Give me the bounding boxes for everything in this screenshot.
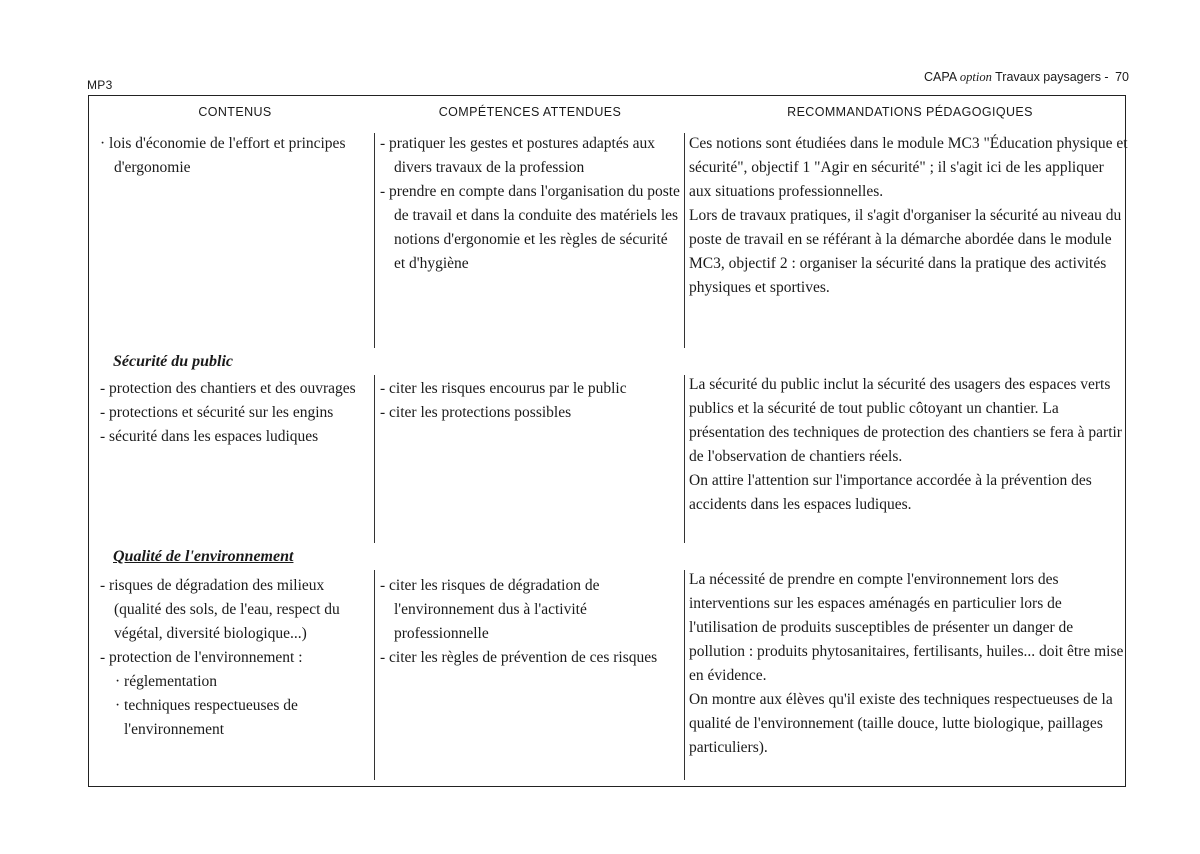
table-left-edge	[88, 95, 89, 787]
list-item: - citer les risques de dégradation de l'environnement dus à l'activité professionnelle	[380, 577, 600, 642]
paragraph: On montre aux élèves qu'il existe des techniques respectueuses de la qualité de l'environnement (taille douce, lutte biologique, paillages particuliers).	[689, 691, 1113, 756]
divider	[374, 375, 375, 543]
col-header-contenus: CONTENUS	[198, 105, 272, 119]
section-title-securite-public: Sécurité du public	[113, 353, 234, 370]
divider	[684, 133, 685, 348]
paragraph: La sécurité du public inclut la sécurité des usagers des espaces verts publics et la sécurité de tout public côtoyant un chantier. La présentation des techniques de protection des chantiers se fera à partir de l'observation de chantiers réels.	[689, 376, 1122, 465]
paragraph: On attire l'attention sur l'importance accordée à la prévention des accidents dans les espaces ludiques.	[689, 472, 1092, 513]
list-item: - protection de l'environnement :	[100, 649, 303, 666]
section-title-qualite-environnement: Qualité de l'environnement	[113, 548, 294, 565]
sub-list-item: · techniques respectueuses de l'environnement	[115, 697, 298, 738]
header-option: option	[959, 70, 992, 84]
list-item: - citer les règles de prévention de ces risques	[380, 649, 658, 666]
header-capa: CAPA	[924, 70, 957, 84]
list-item: - sécurité dans les espaces ludiques	[100, 428, 319, 445]
list-item: - protections et sécurité sur les engins	[100, 404, 334, 421]
row3-recommandations	[689, 568, 1129, 760]
sub-list-item: · réglementation	[115, 673, 217, 690]
list-item: - citer les protections possibles	[380, 404, 572, 421]
divider	[684, 570, 685, 780]
paragraph: Ces notions sont étudiées dans le module MC3 "Éducation physique et sécurité", objectif 1 "Agir en sécurité" ; il s'agit ici de les appliquer aux situations professionnelles.	[689, 135, 1128, 200]
list-item: - prendre en compte dans l'organisation du poste de travail et dans la conduite des matériels les notions d'ergonomie et les règles de sécurité et d'hygiène	[380, 183, 680, 272]
list-item: - citer les risques encourus par le public	[380, 380, 627, 397]
row1-competences	[380, 132, 680, 276]
divider	[684, 375, 685, 543]
bottom-rule	[88, 786, 1125, 787]
col-header-recommandations: RECOMMANDATIONS PÉDAGOGIQUES	[787, 105, 1033, 119]
row2-recommandations	[689, 373, 1129, 517]
divider	[374, 133, 375, 348]
divider	[374, 570, 375, 780]
list-item: - pratiquer les gestes et postures adaptés aux divers travaux de la profession	[380, 135, 656, 176]
page-header	[924, 70, 1129, 85]
row3-contenus	[100, 574, 370, 742]
col-header-competences: COMPÉTENCES ATTENDUES	[438, 105, 622, 119]
paragraph: Lors de travaux pratiques, il s'agit d'organiser la sécurité au niveau du poste de travail en se référant à la démarche abordée dans le module MC3, objectif 2 : organiser la sécurité dans la pratique des activités physiques et sportives.	[689, 207, 1122, 296]
module-code: MP3	[87, 78, 113, 92]
row2-contenus	[100, 377, 370, 449]
top-rule	[88, 95, 1125, 96]
header-title: Travaux paysagers -	[995, 70, 1109, 84]
row1-recommandations	[689, 132, 1129, 300]
row2-competences	[380, 377, 680, 425]
list-item: - protection des chantiers et des ouvrages	[100, 380, 356, 397]
list-item: - risques de dégradation des milieux (qualité des sols, de l'eau, respect du végétal, diversité biologique...)	[100, 577, 340, 642]
row1-contenus	[100, 132, 370, 180]
paragraph: La nécessité de prendre en compte l'environnement lors des interventions sur les espaces aménagés en particulier lors de l'utilisation de produits susceptibles de présenter un danger de pollution : produits phytosanitaires, fertilisants, huiles... doit être mise en évidence.	[689, 571, 1124, 684]
page-number: 70	[1115, 70, 1129, 84]
row3-competences	[380, 574, 680, 670]
list-item: · lois d'économie de l'effort et principes d'ergonomie	[100, 135, 346, 176]
